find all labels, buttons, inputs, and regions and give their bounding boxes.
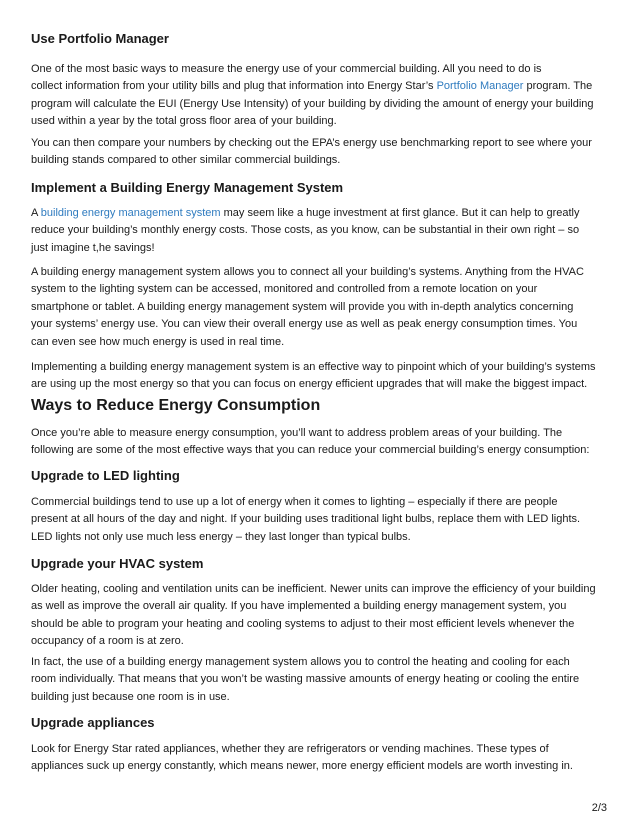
portfolio-manager-link[interactable]: Portfolio Manager [436, 80, 524, 93]
paragraph-led-lighting [31, 494, 607, 546]
text-line: reduce your building’s monthly energy costs. Those costs, as you know, can be substantial in their own right – so [31, 224, 580, 237]
text-segment: A [31, 207, 41, 219]
paragraph-ways-intro [31, 425, 607, 460]
text-line [31, 205, 607, 222]
building-energy-management-link[interactable]: building energy management system [40, 207, 221, 219]
text-line: In fact, the use of a building energy management system allows you to control the heating and cooling for each [31, 656, 570, 668]
text-line: Commercial buildings tend to use up a lot of energy when it comes to lighting – especially if there are people [31, 496, 558, 508]
page-number: 2/3 [591, 802, 607, 814]
paragraph-bems-intro [31, 205, 607, 257]
text-line: can even see how much energy is used in real time. [31, 335, 285, 348]
text-line: A building energy management system allows you to connect all your building’s systems. Anything from the HVAC [31, 266, 584, 278]
paragraph-portfolio-intro [31, 61, 607, 131]
text-line [31, 78, 607, 95]
text-line: occupancy of a room is at zero. [31, 635, 184, 648]
text-line: just imagine t,he savings! [31, 241, 155, 254]
paragraph-bems-pinpoint [31, 359, 607, 394]
paragraph-compare-numbers [31, 135, 607, 170]
heading-hvac-system: Upgrade your HVAC system [31, 556, 204, 571]
paragraph-hvac-control [31, 654, 607, 706]
text-line: Implementing a building energy management system is an effective way to pinpoint which of your building’s systems [31, 361, 596, 373]
text-line: your systems’ energy use. You can view their overall energy use as well as peak energy consumption times. You [31, 318, 578, 331]
heading-use-portfolio-manager: Use Portfolio Manager [31, 31, 169, 46]
text-line: present at all hours of the day and night. If your building uses traditional light bulbs, replace them with LED lights. [31, 513, 581, 526]
text-line: You can then compare your numbers by checking out the EPA’s energy use benchmarking report to see where your [31, 137, 592, 149]
text-line: are using up the most energy so that you can focus on energy efficient upgrades that will make the biggest impact. [31, 378, 588, 391]
text-line: building just because one room is in use. [31, 690, 230, 703]
text-line: following are some of the most effective ways that you can reduce your commercial building’s energy consumption: [31, 444, 590, 457]
paragraph-appliances [31, 741, 607, 776]
text-line: smartphone or tablet. A building energy management system will provide you with in-depth analytics concerning [31, 300, 574, 313]
text-line: room individually. That means that you won’t be wasting massive amounts of energy heating or cooling the entire [31, 673, 580, 686]
paragraph-bems-connect [31, 264, 607, 351]
text-line: should be able to program your heating and cooling systems to adjust to their most efficient levels whenever the [31, 617, 575, 630]
text-line: Older heating, cooling and ventilation units can be inefficient. Newer units can improve the efficiency of your building [31, 583, 596, 595]
heading-building-energy-management: Implement a Building Energy Management System [31, 180, 344, 195]
text-line: as well as improve the overall air quality. If you have implemented a building energy management system, you [31, 600, 567, 613]
text-line: program will calculate the EUI (Energy Use Intensity) of your building by dividing the amount of energy your building [31, 97, 594, 110]
text-line: appliances suck up energy constantly, which means newer, more energy efficient models are worth investing in. [31, 760, 573, 773]
text-line: used within a year by the total gross floor area of your building. [31, 115, 337, 128]
text-segment: may seem like a huge investment at first glance. But it can help to greatly [220, 207, 580, 219]
paragraph-hvac-units [31, 581, 607, 651]
text-line: One of the most basic ways to measure the energy use of your commercial building. All you need to do is [31, 63, 542, 75]
text-line: building stands compared to other similar commercial buildings. [31, 154, 341, 167]
heading-led-lighting: Upgrade to LED lighting [31, 468, 180, 483]
text-segment: collect information from your utility bills and plug that information into Energy Star’s [31, 80, 437, 93]
heading-upgrade-appliances: Upgrade appliances [31, 715, 155, 730]
text-line: system to the lighting system can be accessed, monitored and controlled from a remote location on your [31, 283, 538, 296]
text-segment: program. The [523, 80, 593, 93]
text-line: Look for Energy Star rated appliances, whether they are refrigerators or vending machines. These types of [31, 743, 549, 755]
text-line: Once you’re able to measure energy consumption, you’ll want to address problem areas of your building. The [31, 427, 563, 439]
heading-ways-to-reduce: Ways to Reduce Energy Consumption [31, 397, 321, 414]
text-line: LED lights not only use much less energy – they last longer than typical bulbs. [31, 530, 411, 543]
